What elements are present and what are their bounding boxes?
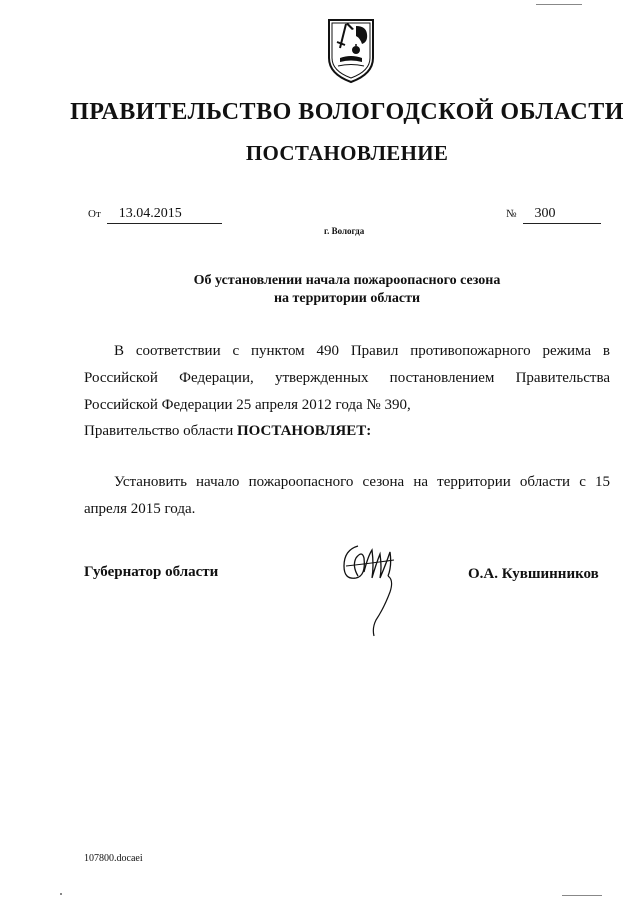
- subject-line-1: Об установлении начала пожароопасного сезона: [193, 273, 501, 288]
- number-value: 300: [523, 206, 601, 224]
- resolution-keyword: ПОСТАНОВЛЯЕТ:: [236, 423, 372, 439]
- subject-heading: [0, 272, 640, 308]
- body-paragraph-decree: Установить начало пожароопасного сезона на территории области с 15 апреля 2015 года.: [84, 474, 610, 517]
- scan-mark: [562, 895, 602, 896]
- resolution-prefix: Правительство области: [84, 423, 234, 439]
- document-type: ПОСТАНОВЛЕНИЕ: [245, 141, 449, 165]
- date-prefix: От: [88, 208, 101, 220]
- coat-of-arms-icon: [326, 18, 376, 84]
- number-prefix: №: [506, 208, 517, 220]
- footer-document-code: 107800.docaei: [84, 853, 143, 864]
- date-field: [88, 206, 222, 224]
- scan-mark: [536, 4, 582, 5]
- subject-line-2: на территории области: [273, 291, 421, 306]
- signer-name: О.А. Кувшинников: [468, 566, 599, 582]
- number-field: [506, 206, 601, 224]
- handwritten-signature: [336, 536, 402, 640]
- government-title: ПРАВИТЕЛЬСТВО ВОЛОГОДСКОЙ ОБЛАСТИ: [70, 99, 624, 125]
- city-label: г. Вологда: [324, 226, 365, 236]
- body-paragraph-basis: В соответствии с пунктом 490 Правил противопожарного режима в Российской Федерации, утвержденных постановлением Правительства Российской Федерации 25 апреля 2012 года № 390,: [84, 343, 610, 413]
- scan-mark: [60, 893, 62, 895]
- body-paragraph-resolution: [84, 418, 610, 445]
- date-value: 13.04.2015: [107, 206, 222, 224]
- signer-title: Губернатор области: [84, 564, 219, 580]
